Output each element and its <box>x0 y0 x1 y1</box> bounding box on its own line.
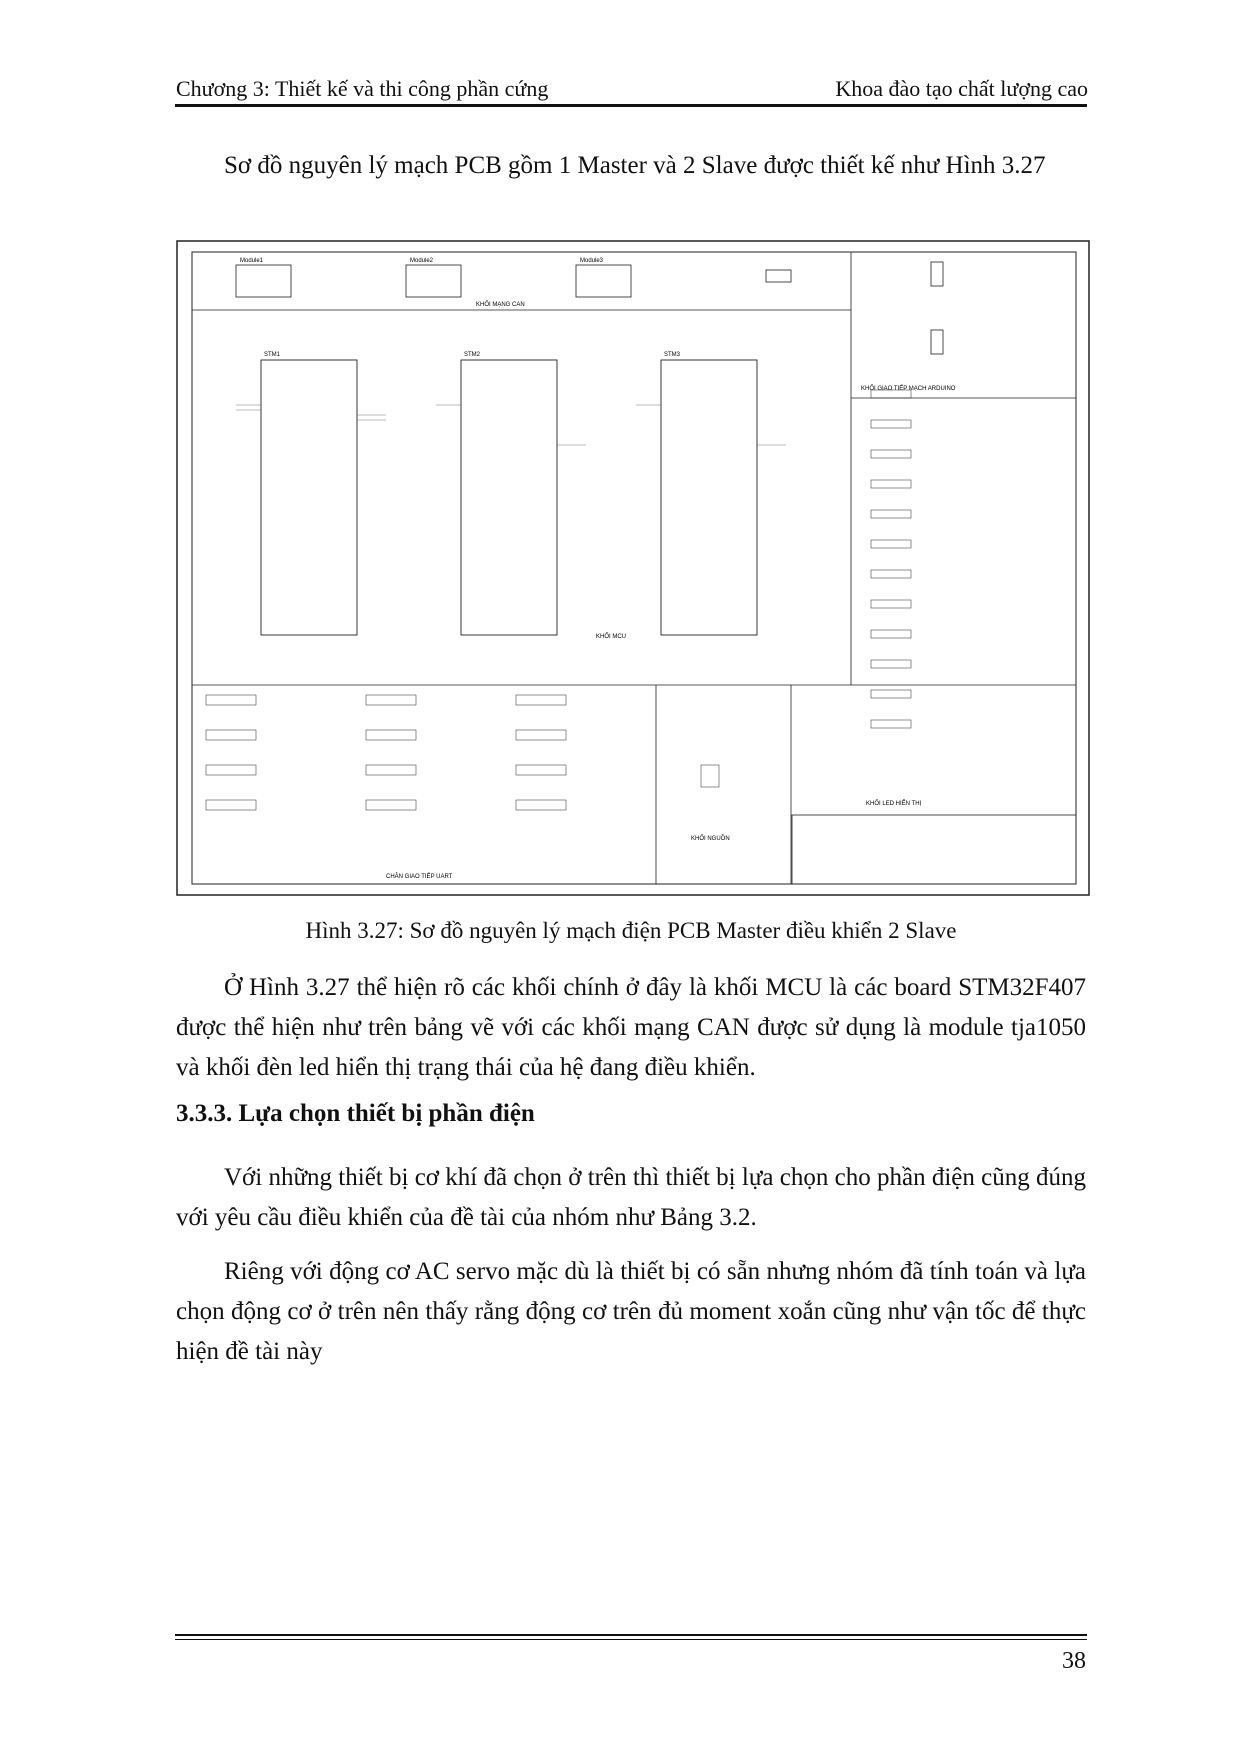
intro-paragraph: Sơ đồ nguyên lý mạch PCB gồm 1 Master và 2 Slave được thiết kế như Hình 3.27 <box>224 152 1046 179</box>
can-block-label: KHỐI MẠNG CAN <box>476 302 525 308</box>
mcu-label-3: STM3 <box>664 352 681 358</box>
uart-block-label: CHÂN GIAO TIẾP UART <box>386 874 453 880</box>
led-block-label: KHỐI LED HIỂN THỊ <box>866 801 922 807</box>
footer-rule <box>175 1634 1087 1636</box>
schematic-figure <box>176 240 1090 896</box>
header-rule <box>175 104 1087 107</box>
footer-rule-thin <box>175 1639 1087 1640</box>
paragraph-3: Với những thiết bị cơ khí đã chọn ở trên thì thiết bị lựa chọn cho phần điện cũng đúng với yêu cầu điều khiển của đề tài của nhóm như Bảng 3.2. <box>176 1164 1086 1231</box>
page-number: 38 <box>1062 1648 1086 1674</box>
module-label-1: Module1 <box>240 258 264 264</box>
chapter-header: Chương 3: Thiết kế và thi công phần cứng <box>176 76 549 101</box>
section-heading: 3.3.3. Lựa chọn thiết bị phần điện <box>176 1100 535 1127</box>
mcu-block-label: KHỐI MCU <box>596 634 626 640</box>
figure-caption: Hình 3.27: Sơ đồ nguyên lý mạch điện PCB Master điều khiển 2 Slave <box>305 918 957 943</box>
mcu-label-1: STM1 <box>264 352 281 358</box>
paragraph-4: Riêng với động cơ AC servo mặc dù là thiết bị có sẵn nhưng nhóm đã tính toán và lựa chọn động cơ ở trên nên thấy rằng động cơ trên đủ moment xoắn cũng như vận tốc để thực hiện đề tài này <box>176 1258 1086 1365</box>
power-block-label: KHỐI NGUỒN <box>691 836 730 842</box>
arduino-block-label: KHỐI GIAO TIẾP MẠCH ARDUINO <box>861 386 956 392</box>
module-label-3: Module3 <box>580 258 604 264</box>
paragraph-2: Ở Hình 3.27 thể hiện rõ các khối chính ở đây là khối MCU là các board STM32F407 được thể hiện như trên bảng vẽ với các khối mạng CAN được sử dụng là module tja1050 và khối đèn led hiển thị trạng thái của hệ đang điều khiển. <box>176 974 1086 1081</box>
mcu-label-2: STM2 <box>464 352 481 358</box>
faculty-header: Khoa đào tạo chất lượng cao <box>835 76 1088 101</box>
module-label-2: Module2 <box>410 258 434 264</box>
